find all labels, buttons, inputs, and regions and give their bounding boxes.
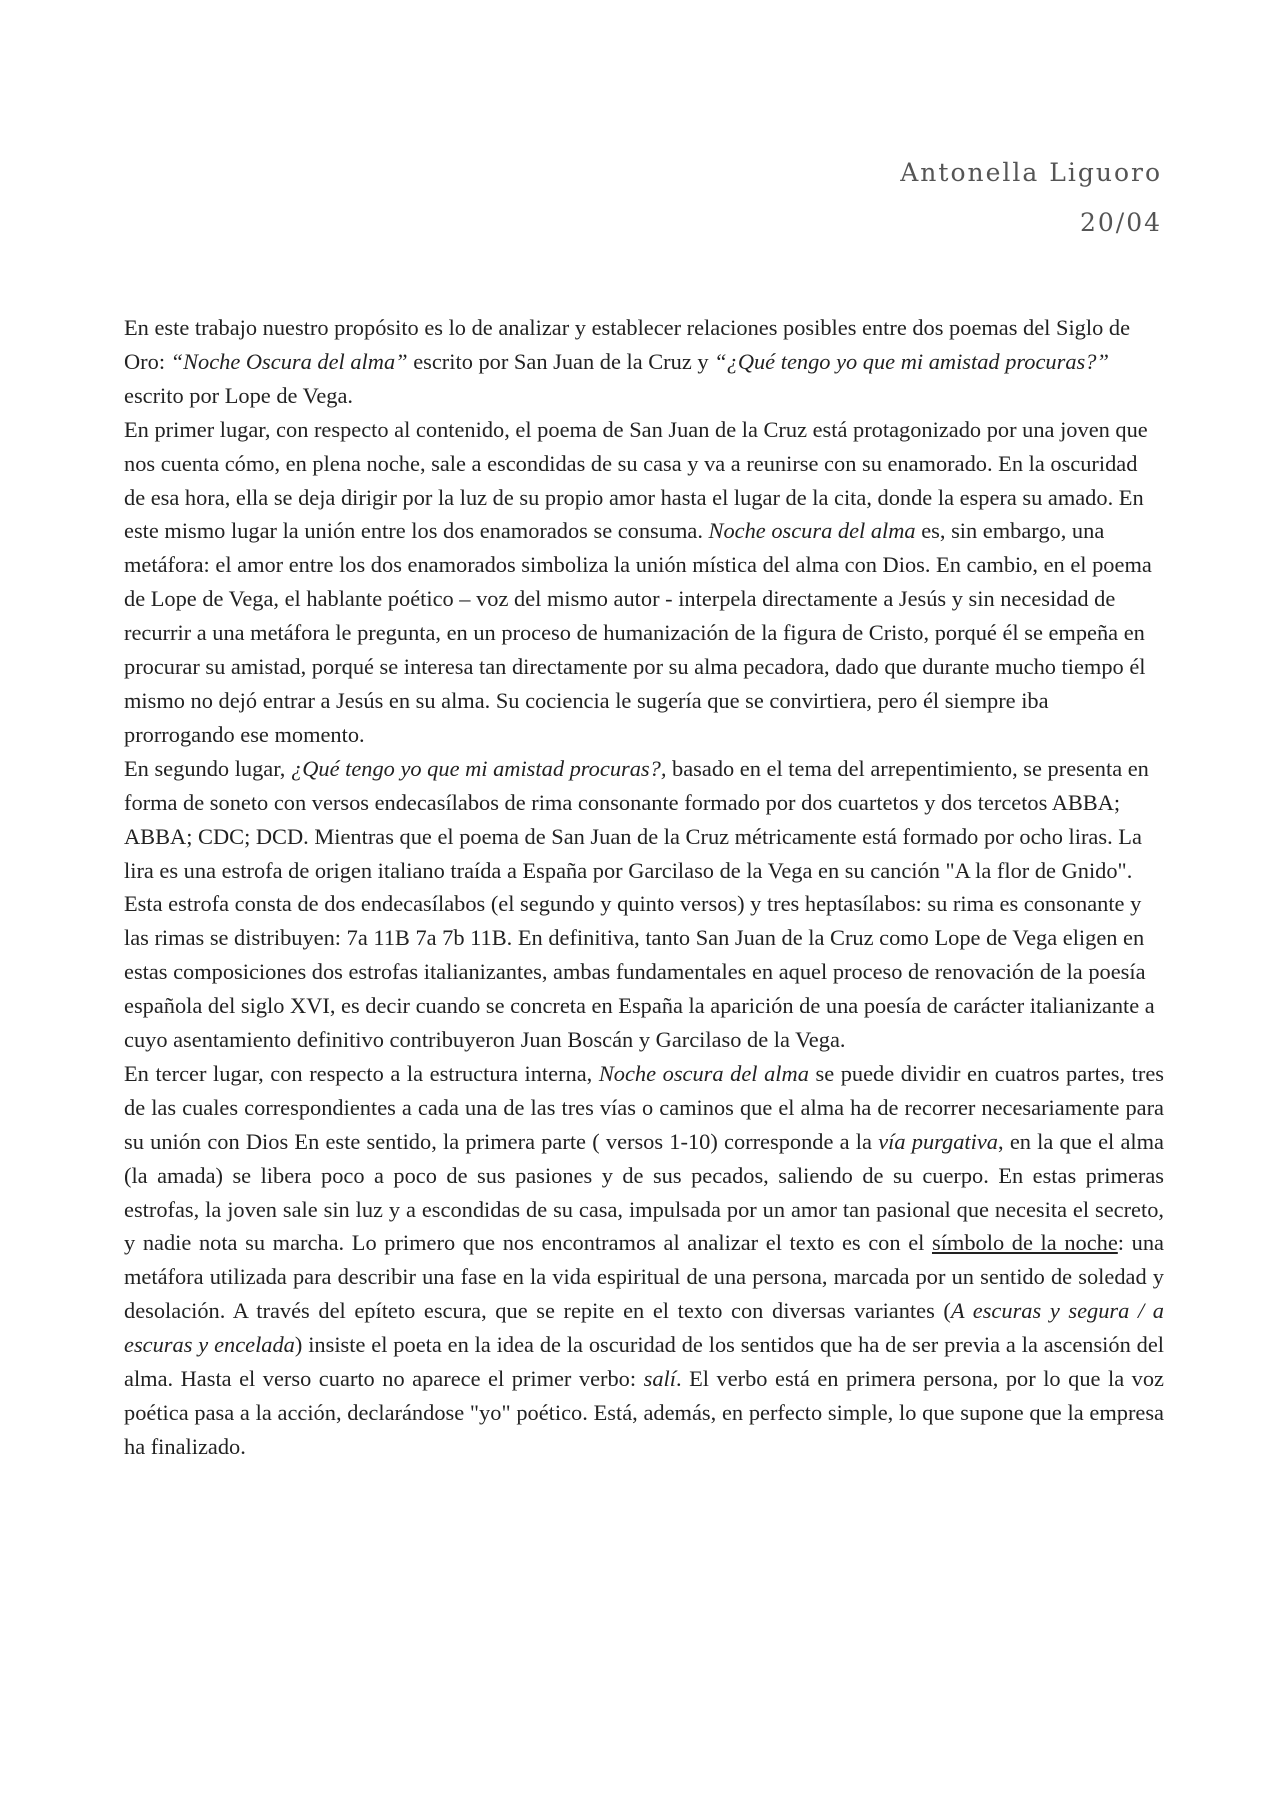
text-run: . El verbo está en primera persona, por lo que la voz poética pasa a la acción, declarándose "yo" poético. Está, además, en perfecto simple, lo que supone que la empresa ha finalizado. bbox=[124, 1366, 1164, 1459]
text-run: En segundo lugar, bbox=[124, 755, 292, 781]
paragraph-introduction bbox=[124, 311, 1164, 413]
text-run: En primer lugar, con respecto al contenido, el poema de San Juan de la Cruz está protagonizado por una joven que nos cuenta cómo, en plena noche, sale a escondidas de su casa y va a reunirse con su enamorado. En la oscuridad de esa hora, ella se deja dirigir por la luz de su propio amor hasta el lugar de la cita, donde la espera su amado. En este mismo lugar la unión entre los dos enamorados se consuma. bbox=[124, 416, 1148, 544]
emphasis-term: vía purgativa bbox=[878, 1128, 998, 1154]
text-run: escrito por Lope de Vega. bbox=[124, 382, 354, 408]
document-header bbox=[900, 148, 1162, 248]
poem-title: Noche oscura del alma bbox=[708, 518, 916, 544]
underlined-term: símbolo de la noche bbox=[931, 1230, 1118, 1256]
text-run: , en la que el alma (la amada) se libera poco a poco de sus pasiones y de sus pecados, saliendo de su cuerpo. En estas primeras estrofas, la joven sale sin luz y a escondidas de su casa, impulsada por un amor tan pasional que necesita el secreto, y nadie nota su marcha. Lo primero que nos encontramos al analizar el texto es con el bbox=[124, 1128, 1164, 1256]
text-run: se puede dividir en cuatros partes, tres de las cuales correspondientes a cada una de las tres vías o caminos que el alma ha de recorrer necesariamente para su unión con Dios En este sentido, la primera parte ( versos 1-10) corresponde a la bbox=[124, 1060, 1164, 1154]
quoted-verse: A escuras y segura / a escuras y encelada bbox=[124, 1298, 1164, 1358]
text-run: basado en el tema del arrepentimiento, se presenta en forma de soneto con versos endecasílabos de rima consonante formado por dos cuartetos y dos tercetos ABBA; ABBA; CDC; DCD. Mientras que el poema de San Juan de la Cruz métricamente está formado por ocho liras. La lira es una estrofa de origen italiano traída a España por Garcilaso de la Vega en su canción "A la flor de Gnido". Esta estrofa consta de dos endecasílabos (el segundo y quinto versos) y tres heptasílabos: su rima es consonante y las rimas se distribuyen: 7a 11B 7a 7b 11B. En definitiva, tanto San Juan de la Cruz como Lope de Vega eligen en estas composiciones dos estrofas italianizantes, ambas fundamentales en aquel proceso de renovación de la poesía española del siglo XVI, es decir cuando se concreta en España la aparición de una poesía de carácter italianizante a cuyo asentamiento definitivo contribuyeron Juan Boscán y Garcilaso de la Vega. bbox=[124, 755, 1155, 1053]
poem-title: Noche oscura del alma bbox=[598, 1060, 809, 1086]
text-run: En este trabajo nuestro propósito es lo de analizar y establecer relaciones posibles entre dos poemas del Siglo de Oro: bbox=[124, 315, 1131, 374]
document-date: 20/04 bbox=[1079, 208, 1162, 237]
poem-title: ¿Qué tengo yo que mi amistad procuras?, bbox=[291, 755, 667, 781]
text-run: ) insiste el poeta en la idea de la oscuridad de los sentidos que ha de ser previa a la ascensión del alma. Hasta el verso cuarto no aparece el primer verbo: bbox=[124, 1332, 1165, 1392]
text-run: : una metáfora utilizada para describir una fase en la vida espiritual de una persona, marcada por un sentido de soledad y desolación. A través del epíteto escura, que se repite en el texto con diversas variantes ( bbox=[124, 1230, 1164, 1324]
text-run: En tercer lugar, con respecto a la estructura interna, bbox=[124, 1060, 599, 1086]
poem-title: “Noche Oscura del alma” bbox=[170, 348, 408, 374]
paragraph-metrics bbox=[124, 752, 1164, 1057]
text-run: escrito por San Juan de la Cruz y bbox=[407, 348, 715, 374]
text-run: es, sin embargo, una metáfora: el amor entre los dos enamorados simboliza la unión mística del alma con Dios. En cambio, en el poema de Lope de Vega, el hablante poético – voz del mismo autor - interpela directamente a Jesús y sin necesidad de recurrir a una metáfora le pregunta, en un proceso de humanización de la figura de Cristo, porqué él se empeña en procurar su amistad, porqué se interesa tan directamente por su alma pecadora, dado que durante mucho tiempo él mismo no dejó entrar a Jesús en su alma. Su cociencia le sugería que se convirtiera, pero él siempre iba prorrogando ese momento. bbox=[124, 518, 1152, 747]
document-body bbox=[124, 311, 1164, 1464]
paragraph-content bbox=[124, 413, 1164, 752]
poem-title: “¿Qué tengo yo que mi amistad procuras?” bbox=[714, 348, 1109, 374]
emphasis-term: salí bbox=[643, 1366, 676, 1392]
paragraph-structure bbox=[124, 1057, 1164, 1464]
author-name: Antonella Liguoro bbox=[900, 158, 1162, 187]
